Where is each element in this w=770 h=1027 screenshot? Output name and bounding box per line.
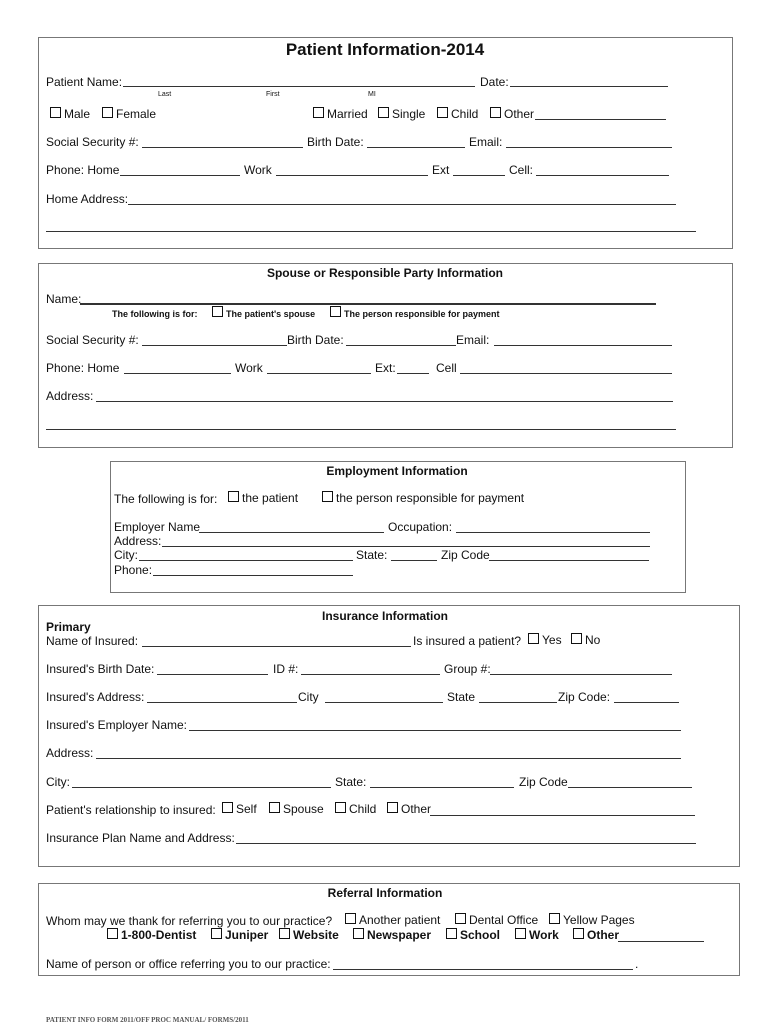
patient-ext-label: Ext [432, 163, 450, 177]
spouse-email-label: Email: [456, 333, 490, 347]
checkbox-icon[interactable] [222, 802, 233, 813]
insured-employer-zip-field[interactable] [568, 787, 692, 788]
spouse-address-label: Address: [46, 389, 94, 403]
referral-school-option[interactable]: School [446, 928, 500, 942]
insurance-section [38, 605, 740, 867]
checkbox-icon[interactable] [528, 633, 539, 644]
insured-id-label: ID #: [273, 662, 299, 676]
referral-work-option[interactable]: Work [515, 928, 559, 942]
checkbox-icon[interactable] [573, 928, 584, 939]
spouse-address-field[interactable] [96, 401, 673, 402]
insured-state-label: State [447, 690, 476, 704]
insured-id-field[interactable] [301, 674, 440, 675]
spouse-birth-field[interactable] [346, 345, 456, 346]
spouse-ssn-field[interactable] [142, 345, 287, 346]
employment-following-label: The following is for: [114, 492, 218, 506]
spouse-option-spouse[interactable]: The patient's spouse [212, 306, 315, 321]
insured-zip-label: Zip Code: [558, 690, 611, 704]
referral-name-field[interactable] [333, 969, 633, 970]
patient-info-section [38, 37, 733, 249]
insured-address-field[interactable] [147, 702, 297, 703]
checkbox-icon[interactable] [353, 928, 364, 939]
relationship-label: Patient's relationship to insured: [46, 803, 216, 817]
patient-email-field[interactable] [506, 147, 672, 148]
checkbox-icon[interactable] [330, 306, 341, 317]
checkbox-icon[interactable] [345, 913, 356, 924]
sublabel-last: Last [158, 91, 172, 98]
form-footer: PATIENT INFO FORM 2011/OFF PROC MANUAL/ FORMS/2011 [46, 1016, 249, 1024]
checkbox-icon[interactable] [102, 107, 113, 118]
insured-birth-label: Insured's Birth Date: [46, 662, 155, 676]
patient-birth-field[interactable] [367, 147, 465, 148]
insurance-section-title: Insurance Information [321, 609, 449, 623]
employer-zip-label: Zip Code [441, 548, 490, 562]
insured-employer-label: Insured's Employer Name: [46, 718, 188, 732]
date-label: Date: [480, 75, 509, 89]
insured-address-label: Insured's Address: [46, 690, 145, 704]
patient-birth-label: Birth Date: [307, 135, 364, 149]
checkbox-icon[interactable] [549, 913, 560, 924]
referral-other-field[interactable] [618, 941, 704, 942]
spouse-ssn-label: Social Security #: [46, 333, 139, 347]
employer-phone-label: Phone: [114, 563, 153, 577]
checkbox-icon[interactable] [313, 107, 324, 118]
checkbox-icon[interactable] [446, 928, 457, 939]
employer-phone-field[interactable] [153, 575, 353, 576]
insured-employer-state-field[interactable] [370, 787, 514, 788]
employment-option-responsible[interactable]: the person responsible for payment [322, 491, 524, 505]
spouse-cell-field[interactable] [460, 373, 672, 374]
referral-website-option[interactable]: Website [279, 928, 339, 942]
patient-work-label: Work [244, 163, 272, 177]
spouse-ext-label: Ext: [375, 361, 396, 375]
employer-state-label: State: [356, 548, 388, 562]
name-insured-label: Name of Insured: [46, 634, 139, 648]
insured-group-label: Group #: [444, 662, 491, 676]
referral-trailing-period: . [635, 957, 639, 971]
employer-name-label: Employer Name [114, 520, 201, 534]
checkbox-icon[interactable] [211, 928, 222, 939]
checkbox-icon[interactable] [279, 928, 290, 939]
sublabel-first: First [266, 91, 280, 98]
insured-employer-city-label: City: [46, 775, 70, 789]
spouse-name-label: Name: [46, 292, 82, 306]
spouse-cell-label: Cell [436, 361, 457, 375]
patient-phone-home-label: Phone: Home [46, 163, 120, 177]
spouse-section-title: Spouse or Responsible Party Information [266, 266, 504, 280]
spouse-section [38, 263, 733, 448]
employer-state-field[interactable] [391, 560, 437, 561]
spouse-name-field[interactable] [80, 303, 656, 305]
relationship-child-option[interactable]: Child [335, 802, 376, 816]
checkbox-icon[interactable] [378, 107, 389, 118]
spouse-following-label: The following is for: [112, 309, 198, 319]
patient-ssn-field[interactable] [142, 147, 303, 148]
patient-ssn-label: Social Security #: [46, 135, 139, 149]
status-other-option[interactable]: Other [490, 107, 534, 121]
occupation-label: Occupation: [388, 520, 453, 534]
insurance-plan-field[interactable] [236, 843, 696, 844]
insured-employer-zip-label: Zip Code [519, 775, 568, 789]
insured-employer-address-field[interactable] [96, 758, 681, 759]
referral-dentist-option[interactable]: 1-800-Dentist [107, 928, 196, 942]
employer-city-label: City: [114, 548, 138, 562]
patient-name-label: Patient Name: [46, 75, 123, 89]
spouse-birth-label: Birth Date: [287, 333, 344, 347]
patient-phone-home-field[interactable] [120, 175, 240, 176]
patient-address-field-2[interactable] [46, 231, 696, 232]
patient-ext-field[interactable] [453, 175, 505, 176]
referral-yellow-pages-option[interactable]: Yellow Pages [549, 913, 635, 927]
spouse-email-field[interactable] [494, 345, 672, 346]
referral-name-label: Name of person or office referring you to our practice: [46, 957, 331, 971]
is-insured-patient-label: Is insured a patient? [413, 634, 522, 648]
insurance-plan-label: Insurance Plan Name and Address: [46, 831, 235, 845]
patient-cell-field[interactable] [536, 175, 669, 176]
sublabel-mi: MI [368, 91, 376, 98]
spouse-address-field-2[interactable] [46, 429, 676, 430]
checkbox-icon[interactable] [490, 107, 501, 118]
spouse-phone-home-field[interactable] [124, 373, 231, 374]
referral-question: Whom may we thank for referring you to our practice? [46, 914, 333, 928]
checkbox-icon[interactable] [322, 491, 333, 502]
employment-option-patient[interactable]: the patient [228, 491, 298, 505]
spouse-work-field[interactable] [267, 373, 371, 374]
relationship-other-option[interactable]: Other [387, 802, 431, 816]
insured-birth-field[interactable] [157, 674, 268, 675]
patient-address-field[interactable] [128, 204, 676, 205]
checkbox-icon[interactable] [269, 802, 280, 813]
spouse-ext-field[interactable] [397, 373, 429, 374]
employer-zip-field[interactable] [489, 560, 649, 561]
referral-other-option[interactable]: Other [573, 928, 619, 942]
insured-zip-field[interactable] [614, 702, 679, 703]
referral-another-patient-option[interactable]: Another patient [345, 913, 440, 927]
employer-address-field[interactable] [162, 546, 650, 547]
insured-employer-address-label: Address: [46, 746, 94, 760]
status-child-option[interactable]: Child [437, 107, 478, 121]
checkbox-icon[interactable] [571, 633, 582, 644]
insured-city-label: City [298, 690, 319, 704]
patient-address-label: Home Address: [46, 192, 129, 206]
insured-patient-yes-option[interactable]: Yes [528, 633, 562, 647]
insured-patient-no-option[interactable]: No [571, 633, 600, 647]
checkbox-icon[interactable] [387, 802, 398, 813]
checkbox-icon[interactable] [455, 913, 466, 924]
checkbox-icon[interactable] [228, 491, 239, 502]
employer-address-label: Address: [114, 534, 162, 548]
relationship-spouse-option[interactable]: Spouse [269, 802, 324, 816]
referral-newspaper-option[interactable]: Newspaper [353, 928, 431, 942]
gender-male-option[interactable]: Male [50, 107, 90, 121]
status-other-field[interactable] [535, 119, 666, 120]
occupation-field[interactable] [456, 532, 650, 533]
spouse-option-responsible[interactable]: The person responsible for payment [330, 306, 500, 321]
referral-dental-office-option[interactable]: Dental Office [455, 913, 538, 927]
patient-work-field[interactable] [276, 175, 428, 176]
form-title: Patient Information-2014 [285, 40, 485, 59]
checkbox-icon[interactable] [335, 802, 346, 813]
referral-juniper-option[interactable]: Juniper [211, 928, 268, 942]
checkbox-icon[interactable] [515, 928, 526, 939]
employer-city-field[interactable] [139, 560, 353, 561]
insured-employer-field[interactable] [189, 730, 681, 731]
insurance-primary-label: Primary [46, 620, 91, 634]
checkbox-icon[interactable] [437, 107, 448, 118]
employer-name-field[interactable] [199, 532, 384, 533]
insured-employer-city-field[interactable] [72, 787, 331, 788]
patient-name-field[interactable] [123, 86, 475, 87]
insured-state-field[interactable] [479, 702, 557, 703]
checkbox-icon[interactable] [50, 107, 61, 118]
insured-group-field[interactable] [490, 674, 672, 675]
patient-email-label: Email: [469, 135, 503, 149]
employment-section-title: Employment Information [326, 464, 468, 478]
checkbox-icon[interactable] [212, 306, 223, 317]
relationship-self-option[interactable]: Self [222, 802, 257, 816]
insured-employer-state-label: State: [335, 775, 367, 789]
spouse-work-label: Work [235, 361, 263, 375]
insured-city-field[interactable] [325, 702, 443, 703]
spouse-phone-home-label: Phone: Home [46, 361, 120, 375]
status-married-option[interactable]: Married [313, 107, 368, 121]
gender-female-option[interactable]: Female [102, 107, 156, 121]
relationship-other-field[interactable] [430, 815, 695, 816]
date-field[interactable] [510, 86, 668, 87]
checkbox-icon[interactable] [107, 928, 118, 939]
name-insured-field[interactable] [142, 646, 411, 647]
patient-cell-label: Cell: [509, 163, 534, 177]
referral-section-title: Referral Information [327, 886, 443, 900]
status-single-option[interactable]: Single [378, 107, 425, 121]
